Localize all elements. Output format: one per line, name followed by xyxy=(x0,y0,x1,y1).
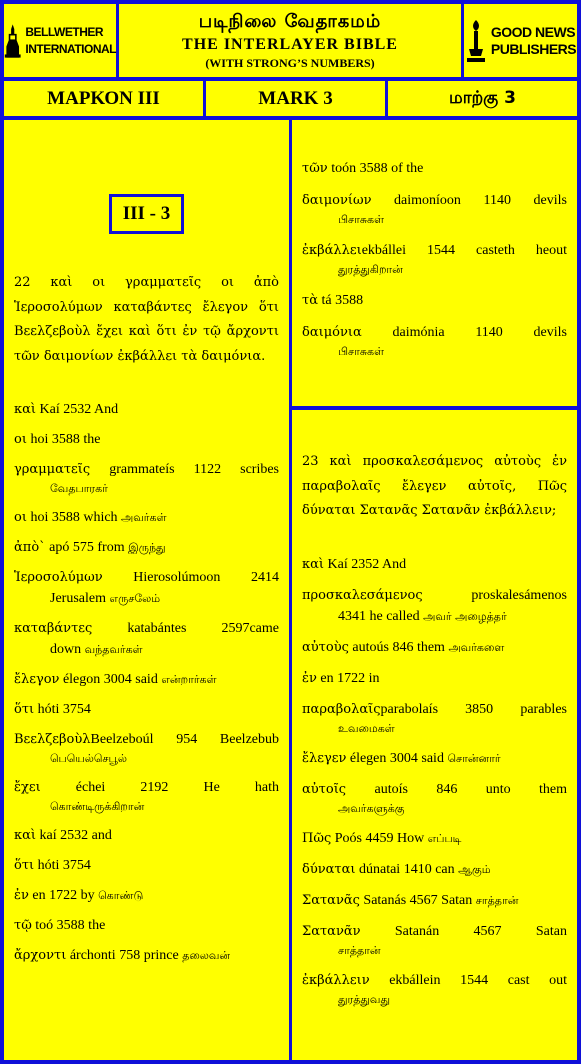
tamil-gloss: துரத்துவது xyxy=(338,992,390,1006)
word-gloss: Satanán 4567 Satan xyxy=(360,923,567,939)
word-entry xyxy=(14,915,279,936)
word-line xyxy=(302,859,567,880)
word-entry xyxy=(14,618,279,660)
word-line xyxy=(14,855,279,876)
word-gloss: hóti 3754 xyxy=(34,858,91,873)
word-entry xyxy=(14,699,279,720)
greek-word: Βεελζεβοὺλ xyxy=(14,732,91,747)
tamil-gloss: சாத்தான் xyxy=(475,893,519,907)
greek-word: ἄρχοντι xyxy=(14,948,67,963)
word-gloss: élegon 3004 said xyxy=(59,672,162,687)
word-gloss: ekbállei 1544 casteth heout xyxy=(361,243,567,258)
word-gloss: élegen 3004 said xyxy=(346,750,448,766)
tamil-gloss: என்றார்கள் xyxy=(161,673,217,686)
tamil-gloss: கொண்டு xyxy=(98,889,144,902)
word-line xyxy=(302,554,567,575)
word-line-continued xyxy=(14,588,279,609)
word-entry xyxy=(14,855,279,876)
word-entry xyxy=(302,859,567,880)
word-gloss: Hierosolúmoon 2414 xyxy=(102,570,279,585)
word-line-continued xyxy=(14,639,279,660)
word-line xyxy=(302,970,567,991)
word-line xyxy=(302,190,567,211)
word-gloss: hóti 3754 xyxy=(34,702,91,717)
greek-word: προσκαλεσάμενος xyxy=(302,587,423,603)
greek-word: ἀπὸ` xyxy=(14,540,46,555)
logo-left-line1: BELLWETHER xyxy=(25,24,104,39)
word-gloss: hoi 3588 the xyxy=(26,432,101,447)
word-gloss: en 1722 in xyxy=(316,670,380,686)
greek-word: δαιμόνια xyxy=(302,325,362,340)
word-gloss: toó 3588 the xyxy=(31,918,106,933)
title-tamil: படிநிலை வேதாகமம் xyxy=(198,11,382,32)
word-line xyxy=(14,537,279,558)
logo-right-line2: PUBLISHERS xyxy=(490,40,577,57)
greek-word: παραβολαῖς xyxy=(302,701,381,717)
greek-word: γραμματεῖς xyxy=(14,462,91,477)
word-gloss-continued: Jerusalem xyxy=(50,591,110,606)
tamil-gloss: அவர்கள் xyxy=(121,511,167,524)
lamp-icon xyxy=(465,18,487,64)
greek-word: Ἱεροσολύμων xyxy=(14,570,103,585)
greek-word: τῶν xyxy=(302,161,328,176)
word-gloss: Satanás 4567 Satan xyxy=(359,892,476,908)
reference-english: MARK 3 xyxy=(206,81,385,116)
word-line xyxy=(14,885,279,906)
tamil-gloss: சாத்தான் xyxy=(338,943,381,957)
right-bottom-panel xyxy=(292,410,577,1060)
tamil-gloss: இருந்து xyxy=(128,541,166,554)
word-gloss: toón 3588 of the xyxy=(327,161,424,176)
word-gloss: daimónia 1140 devils xyxy=(361,325,567,340)
word-entry xyxy=(302,158,567,179)
word-gloss: Kaí 2532 And xyxy=(36,402,119,417)
word-line xyxy=(14,945,279,966)
word-gloss: hoi 3588 which xyxy=(26,510,122,525)
word-gloss: Beelzeboúl 954 Beelzebub xyxy=(90,732,279,747)
word-entry xyxy=(14,777,279,816)
word-entry xyxy=(302,699,567,738)
word-line xyxy=(302,921,567,942)
greek-word: ὅτι xyxy=(14,702,35,717)
word-entry xyxy=(302,322,567,361)
reference-greek: ΜΑΡΚΟΝ III xyxy=(4,81,203,116)
word-gloss: échei 2192 He hath xyxy=(40,780,279,795)
word-entry xyxy=(302,970,567,1009)
greek-word: ἐκβάλλειν xyxy=(302,972,370,988)
greek-word: αὐτοὺς xyxy=(302,639,349,655)
word-line xyxy=(14,399,279,420)
word-gloss: en 1722 by xyxy=(28,888,99,903)
tamil-gloss: கொண்டிருக்கிறான் xyxy=(50,800,145,813)
word-gloss: ekbállein 1544 cast out xyxy=(369,972,567,988)
word-entry xyxy=(14,825,279,846)
greek-word: καὶ xyxy=(14,828,37,843)
tamil-gloss: பிசாசுகள் xyxy=(338,345,385,358)
greek-word: δύναται xyxy=(302,861,356,877)
tamil-gloss: துரத்துகிறான் xyxy=(338,263,403,276)
word-line xyxy=(14,567,279,588)
word-entry xyxy=(302,190,567,229)
word-line xyxy=(14,825,279,846)
word-gloss: katabántes 2597came xyxy=(92,621,279,636)
tamil-gloss: அவர் அழைத்தா் xyxy=(423,609,509,623)
word-entry xyxy=(14,507,279,528)
tamil-gloss: ஆகும் xyxy=(458,862,491,876)
tamil-gloss: வேதபாரகர் xyxy=(50,482,108,495)
verse-22-text: 22 καὶ οι γραμματεῖς οι ἀπὸ Ἱεροσολύμων καταβάντες ἔλεγον ὅτι Βεελζεβοὺλ ἔχει καὶ ὅτι ἐν τῷ ἄρχοντι τῶν δαιμονίων ἐκβάλλει τὰ δαιμόνια. xyxy=(14,275,279,364)
greek-word: ἔλεγεν xyxy=(302,750,347,766)
reference-tamil: மாற்கு 3 xyxy=(388,81,577,116)
tamil-gloss: எப்படி xyxy=(427,831,462,845)
word-line xyxy=(14,915,279,936)
greek-word: δαιμονίων xyxy=(302,193,372,208)
word-line xyxy=(302,322,567,343)
word-entry xyxy=(302,290,567,311)
word-line-continued xyxy=(302,606,567,627)
word-line xyxy=(302,637,567,658)
word-entry xyxy=(14,429,279,450)
word-gloss: árchonti 758 prince xyxy=(66,948,183,963)
greek-word: οι xyxy=(14,510,27,525)
greek-word: ἐκβάλλει xyxy=(302,243,362,258)
verse-23-text: 23 καὶ προσκαλεσάμενος αὐτοὺς ἐν παραβολαῖς ἔλεγεν αὐτοῖς, Πῶς δύναται Σατανᾶς Σατανᾶν ἐκβάλλειν; xyxy=(302,454,567,518)
word-line xyxy=(302,779,567,800)
word-gloss-continued: down xyxy=(50,642,85,657)
greek-word: ἐν xyxy=(14,888,29,903)
word-gloss: proskalesámenos xyxy=(422,587,567,603)
tamil-gloss: உவமைகள் xyxy=(338,721,395,735)
tamil-gloss: பிசாசுகள் xyxy=(338,213,385,226)
greek-word: καὶ xyxy=(302,556,325,572)
word-entry xyxy=(302,668,567,689)
right-top-panel xyxy=(292,120,577,406)
tamil-gloss: அவர்களை xyxy=(448,640,505,654)
word-line xyxy=(302,890,567,911)
word-entry xyxy=(14,945,279,966)
title-english: THE INTERLAYER BIBLE xyxy=(182,36,398,53)
word-entry xyxy=(14,537,279,558)
word-line xyxy=(14,507,279,528)
greek-word: Σατανᾶν xyxy=(302,923,361,939)
greek-word: ἔλεγον xyxy=(14,672,60,687)
subtitle: (WITH STRONG’S NUMBERS) xyxy=(205,56,375,70)
word-line xyxy=(302,158,567,179)
word-gloss: dúnatai 1410 can xyxy=(355,861,459,877)
word-line xyxy=(302,240,567,261)
word-entry xyxy=(302,554,567,575)
left-column xyxy=(4,120,289,1060)
word-entry xyxy=(302,240,567,279)
word-line xyxy=(302,699,567,720)
bellwether-logo xyxy=(4,4,116,77)
word-entry xyxy=(14,729,279,768)
word-entry xyxy=(14,459,279,498)
word-entry xyxy=(302,828,567,849)
word-gloss: Poós 4459 How xyxy=(331,830,428,846)
left-word-list xyxy=(14,399,279,966)
word-line xyxy=(14,459,279,480)
word-line xyxy=(302,668,567,689)
word-gloss: kaí 2532 and xyxy=(36,828,112,843)
tamil-gloss: அவர்களுக்கு xyxy=(338,801,405,815)
greek-word: ἐν xyxy=(302,670,317,686)
word-entry xyxy=(14,399,279,420)
word-gloss: autoís 846 unto them xyxy=(346,781,567,797)
word-line xyxy=(14,429,279,450)
word-gloss: parabolaís 3850 parables xyxy=(380,701,567,717)
word-line xyxy=(302,290,567,311)
word-gloss: tá 3588 xyxy=(317,293,364,308)
tamil-gloss: பெயெல்செபூல் xyxy=(50,752,127,765)
tamil-gloss: எருசலேம் xyxy=(109,592,161,605)
logo-left-line2: INTERNATIONAL xyxy=(25,41,116,56)
greek-word: καταβάντες xyxy=(14,621,93,636)
word-gloss: daimoníoon 1140 devils xyxy=(371,193,567,208)
greek-word: τῷ xyxy=(14,918,32,933)
greek-word: Σατανᾶς xyxy=(302,892,360,908)
word-line xyxy=(302,585,567,606)
greek-word: αὐτοῖς xyxy=(302,781,347,797)
logo-right-line1: GOOD NEWS xyxy=(490,23,576,40)
word-entry xyxy=(302,637,567,658)
greek-word: καὶ xyxy=(14,402,37,417)
word-entry xyxy=(14,669,279,690)
word-gloss: autoús 846 them xyxy=(348,639,449,655)
word-entry xyxy=(14,567,279,609)
word-line xyxy=(14,729,279,750)
word-entry xyxy=(302,748,567,769)
verse-label: III - 3 xyxy=(109,194,185,234)
tamil-gloss: தலைவன் xyxy=(182,949,231,962)
good-news-logo xyxy=(464,4,577,77)
word-line xyxy=(14,669,279,690)
word-line xyxy=(302,748,567,769)
greek-word: ἔχει xyxy=(14,780,41,795)
word-entry xyxy=(302,585,567,627)
right-top-word-list xyxy=(302,158,567,361)
greek-word: Πῶς xyxy=(302,830,332,846)
word-gloss-continued: 4341 he called xyxy=(338,608,424,624)
word-line xyxy=(14,699,279,720)
bell-tower-icon xyxy=(4,18,21,64)
word-line xyxy=(302,828,567,849)
tamil-gloss: வந்தவர்கள் xyxy=(84,643,143,656)
title-box xyxy=(119,4,461,77)
word-line xyxy=(14,618,279,639)
word-entry xyxy=(14,885,279,906)
greek-word: τὰ xyxy=(302,293,318,308)
word-gloss: Kaí 2352 And xyxy=(324,556,407,572)
greek-word: ὅτι xyxy=(14,858,35,873)
right-bottom-word-list xyxy=(302,554,567,1009)
greek-word: οι xyxy=(14,432,27,447)
word-entry xyxy=(302,890,567,911)
word-gloss: grammateís 1122 scribes xyxy=(90,462,279,477)
word-line xyxy=(14,777,279,798)
word-gloss: apó 575 from xyxy=(45,540,129,555)
word-entry xyxy=(302,779,567,818)
tamil-gloss: சொன்னார் xyxy=(447,751,501,765)
word-entry xyxy=(302,921,567,960)
